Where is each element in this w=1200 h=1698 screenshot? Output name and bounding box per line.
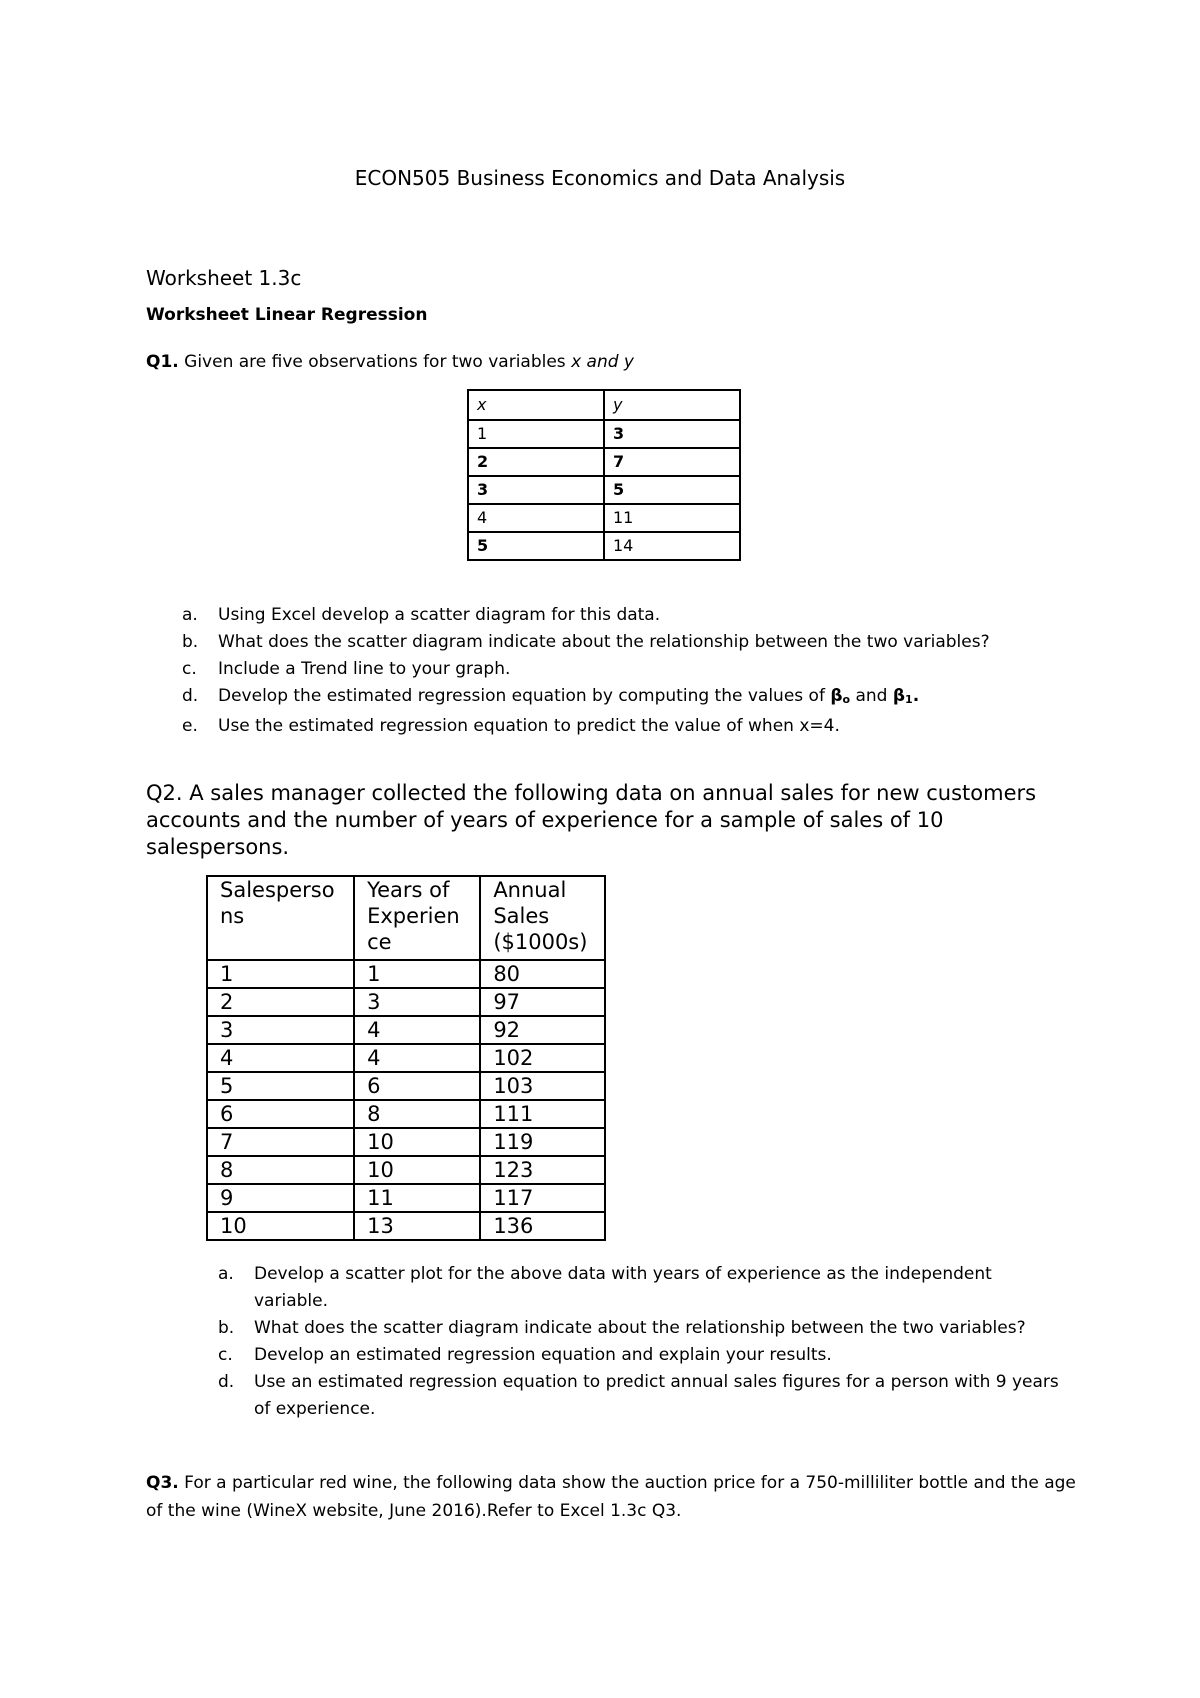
q2-data-table [206,875,606,1241]
cell-x: 5 [468,532,604,560]
worksheet-title: Worksheet 1.3c [146,266,302,290]
list-item-text-and: and [850,686,893,706]
cell-years: 10 [354,1128,480,1156]
cell-y: 11 [604,504,740,532]
list-item [182,1315,1062,1342]
table-header-row [207,876,605,960]
table-row [207,1156,605,1184]
cell-years: 3 [354,988,480,1016]
cell-years: 4 [354,1016,480,1044]
cell-years: 10 [354,1156,480,1184]
table-row [207,1212,605,1240]
table-row [468,532,740,560]
beta-one: β [892,686,906,706]
cell-years: 6 [354,1072,480,1100]
list-item-text: Use the estimated regression equation to predict the value of when x=4. [218,716,840,736]
table-row [207,960,605,988]
cell-y: 3 [604,420,740,448]
list-item-text: Develop an estimated regression equation and explain your results. [254,1345,832,1365]
table-row [207,1072,605,1100]
list-item-text: What does the scatter diagram indicate about the relationship between the two variables? [254,1318,1026,1338]
list-item [182,1342,1062,1369]
q1-intro-vars: x and y [571,352,634,372]
list-item-label: e. [182,716,198,736]
worksheet-subtitle: Worksheet Linear Regression [146,305,428,325]
cell-years: 1 [354,960,480,988]
cell-y: 7 [604,448,740,476]
list-item-label: d. [182,686,199,706]
list-item-text: Using Excel develop a scatter diagram for this data. [218,605,661,625]
beta-zero-subscript: o [842,693,851,706]
cell-x: 3 [468,476,604,504]
cell-x: 1 [468,420,604,448]
list-item [146,629,1106,656]
list-item [146,602,1106,629]
list-item-label: a. [182,605,198,625]
cell-sales: 123 [480,1156,605,1184]
cell-salesperson: 6 [207,1100,354,1128]
column-header-annual-sales: Annual Sales ($1000s) [480,876,605,960]
table-row [207,1184,605,1212]
table-row [207,1044,605,1072]
cell-sales: 117 [480,1184,605,1212]
table-row [207,1128,605,1156]
column-header-x: x [468,390,604,420]
cell-salesperson: 9 [207,1184,354,1212]
cell-years: 13 [354,1212,480,1240]
beta-one-symbol [893,686,919,706]
cell-sales: 111 [480,1100,605,1128]
cell-sales: 103 [480,1072,605,1100]
cell-salesperson: 4 [207,1044,354,1072]
column-header-salespersons: Salesperso ns [207,876,354,960]
cell-x: 2 [468,448,604,476]
q1-data-table [467,389,741,561]
table-row [468,476,740,504]
cell-salesperson: 2 [207,988,354,1016]
cell-sales: 80 [480,960,605,988]
list-item-text: Include a Trend line to your graph. [218,659,511,679]
beta-one-subscript: 1 [905,693,913,706]
cell-salesperson: 5 [207,1072,354,1100]
document-title: ECON505 Business Economics and Data Analysis [354,166,846,190]
cell-x: 4 [468,504,604,532]
q2-question-list [182,1261,1062,1423]
cell-sales: 97 [480,988,605,1016]
cell-salesperson: 3 [207,1016,354,1044]
q1-intro [146,349,634,375]
q3-number: Q3. [146,1473,179,1493]
list-item-text: Develop a scatter plot for the above data with years of experience as the independent variable. [254,1264,992,1311]
list-item-label: b. [218,1318,235,1338]
q1-question-list [146,602,1106,740]
list-item-label: c. [218,1345,233,1365]
cell-y: 5 [604,476,740,504]
table-row [468,420,740,448]
q3-text: For a particular red wine, the following data show the auction price for a 750-milliliter bottle and the age of the wine (WineX website, June 2016).Refer to Excel 1.3c Q3. [146,1473,1076,1521]
cell-years: 8 [354,1100,480,1128]
cell-salesperson: 8 [207,1156,354,1184]
cell-sales: 92 [480,1016,605,1044]
q3-paragraph [146,1469,1076,1525]
table-row [207,1100,605,1128]
list-item-text: Use an estimated regression equation to predict annual sales figures for a person with 9 years of experience. [254,1372,1059,1419]
cell-salesperson: 10 [207,1212,354,1240]
list-item [146,713,1106,740]
beta-zero: β [830,686,843,706]
column-header-years-experience: Years of Experien ce [354,876,480,960]
list-item [182,1261,1062,1315]
list-item-text: What does the scatter diagram indicate about the relationship between the two variables? [218,632,990,652]
q1-intro-text: Given are five observations for two variables [178,352,572,372]
list-item [182,1369,1062,1423]
table-row [207,988,605,1016]
table-row [468,504,740,532]
table-row [207,1016,605,1044]
cell-years: 4 [354,1044,480,1072]
cell-sales: 136 [480,1212,605,1240]
cell-sales: 119 [480,1128,605,1156]
beta-zero-symbol [830,686,850,706]
list-item-label: a. [218,1264,234,1284]
q2-intro: Q2. A sales manager collected the following data on annual sales for new customers accounts and the number of years of experience for a sample of sales of 10 salespersons. [146,781,1037,859]
table-row [468,448,740,476]
cell-salesperson: 1 [207,960,354,988]
cell-y: 14 [604,532,740,560]
cell-years: 11 [354,1184,480,1212]
list-item-label: c. [182,659,197,679]
table-header-row [468,390,740,420]
list-item [146,656,1106,683]
cell-sales: 102 [480,1044,605,1072]
list-item-text: Develop the estimated regression equation by computing the values of [218,686,831,706]
list-item-label: b. [182,632,199,652]
list-item-label: d. [218,1372,235,1392]
q1-number: Q1. [146,352,179,372]
cell-salesperson: 7 [207,1128,354,1156]
column-header-y: y [604,390,740,420]
list-item-text-end: . [912,686,920,706]
list-item [146,683,1106,713]
